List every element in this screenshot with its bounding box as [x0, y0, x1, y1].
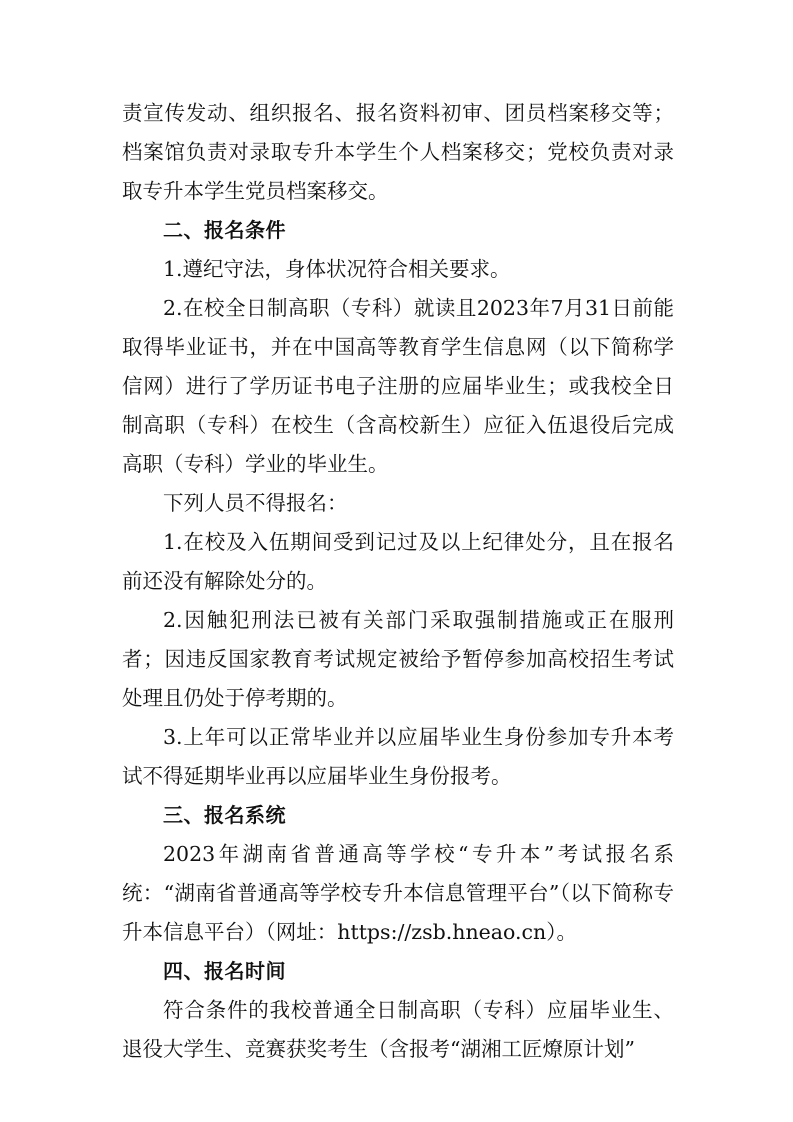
- document-body: [122, 94, 674, 1069]
- condition-item-2: 2.在校全日制高职（专科）就读且2023年7月31日前能取得毕业证书，并在中国高等教育学生信息网（以下简称学信网）进行了学历证书电子注册的应届毕业生；或我校全日制高职（专科）在校生（含高校新生）应征入伍退役后完成高职（专科）学业的毕业生。: [122, 296, 674, 476]
- registration-system-paragraph: 2023年湖南省普通高等学校“专升本”考试报名系统：“湖南省普通高等学校专升本信息管理平台”（以下简称专升本信息平台）（网址：https://zsb.hneao.cn）。: [122, 842, 674, 944]
- section-4-heading: 四、报名时间: [163, 959, 286, 983]
- exclusion-item-3: 3.上年可以正常毕业并以应届毕业生身份参加专升本考试不得延期毕业再以应届毕业生身份报考。: [122, 725, 674, 788]
- section-3-heading: 三、报名系统: [163, 803, 286, 827]
- condition-item-1: 1.遵纪守法，身体状况符合相关要求。: [163, 257, 511, 281]
- continuation-paragraph: 责宣传发动、组织报名、报名资料初审、团员档案移交等；档案馆负责对录取专升本学生个人档案移交；党校负责对录取专升本学生党员档案移交。: [122, 101, 674, 203]
- section-2-heading: 二、报名条件: [163, 218, 286, 242]
- exclusion-intro: 下列人员不得报名：: [163, 491, 348, 515]
- exclusion-item-2: 2.因触犯刑法已被有关部门采取强制措施或正在服刑者；因违反国家教育考试规定被给予暂停参加高校招生考试处理且仍处于停考期的。: [122, 608, 674, 710]
- registration-time-paragraph: 符合条件的我校普通全日制高职（专科）应届毕业生、退役大学生、竞赛获奖考生（含报考“湖湘工匠燎原计划”: [122, 998, 674, 1061]
- exclusion-item-1: 1.在校及入伍期间受到记过及以上纪律处分，且在报名前还没有解除处分的。: [122, 530, 674, 593]
